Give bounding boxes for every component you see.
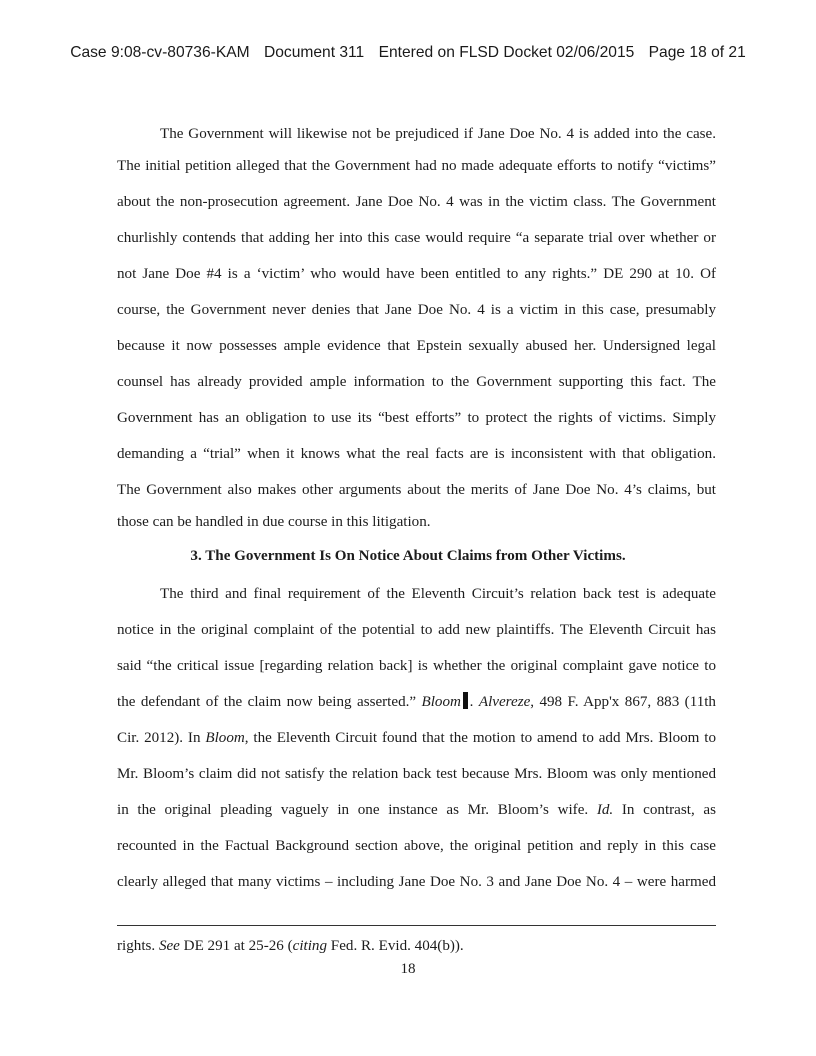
page-number: 18 (400, 961, 416, 977)
text-run: , the Eleventh Circuit found that the motion to amend to add Mrs. Bloom to (244, 730, 717, 746)
body-line: because it now possesses ample evidence that Epstein sexually abused her. Undersigned legal (117, 338, 716, 354)
body-line: those can be handled in due course in this litigation. (117, 514, 431, 530)
document-number: Document 311 (263, 44, 365, 61)
body-line: demanding a “trial” when it knows what the real facts are is inconsistent with that obligation. (117, 446, 716, 462)
docket-header (0, 44, 816, 62)
text-run: , 498 F. App'x 867, 883 (11th (530, 694, 716, 710)
text-run: rights. (117, 938, 159, 954)
case-citation: Bloom (205, 730, 245, 746)
page-count: Page 18 of 21 (648, 44, 746, 61)
text-run: DE 291 at 25-26 ( (179, 938, 293, 954)
body-line: course, the Government never denies that Jane Doe No. 4 is a victim in this case, presumably (117, 302, 716, 318)
body-line: not Jane Doe #4 is a ‘victim’ who would have been entitled to any rights.” DE 290 at 10. Of (117, 266, 716, 282)
body-line: recounted in the Factual Background section above, the original petition and reply in this case (117, 838, 716, 854)
body-line: notice in the original complaint of the potential to add new plaintiffs. The Eleventh Circuit has (117, 622, 716, 638)
footnote-divider (117, 925, 716, 926)
case-number: Case 9:08-cv-80736-KAM (70, 44, 250, 61)
text-run: In contrast, as (613, 802, 716, 818)
id-citation: Id. (596, 802, 614, 818)
body-line: churlishly contends that adding her into this case would require “a separate trial over whether or (117, 230, 716, 246)
body-line: The Government also makes other arguments about the merits of Jane Doe No. 4’s claims, but (117, 482, 716, 498)
case-citation: Bloom (421, 694, 461, 710)
text-run: in the original pleading vaguely in one instance as Mr. Bloom’s wife. (117, 802, 597, 818)
text-run: Fed. R. Evid. 404(b)). (327, 938, 464, 954)
body-line (117, 800, 716, 820)
body-line: clearly alleged that many victims – including Jane Doe No. 3 and Jane Doe No. 4 – were harmed (117, 874, 716, 890)
body-line: Government has an obligation to use its “best efforts” to protect the rights of victims. Simply (117, 410, 716, 426)
case-citation: . Alvereze (469, 694, 531, 710)
body-line: The initial petition alleged that the Government had no made adequate efforts to notify “victims” (117, 158, 716, 174)
body-line: said “the critical issue [regarding relation back] is whether the original complaint gave notice to (117, 658, 716, 674)
redaction-mark (463, 692, 468, 709)
body-line (117, 728, 716, 748)
body-line: about the non-prosecution agreement. Jane Doe No. 4 was in the victim class. The Government (117, 194, 716, 210)
footnote-text (117, 936, 716, 956)
section-heading: 3. The Government Is On Notice About Claims from Other Victims. (190, 548, 626, 564)
body-line: The Government will likewise not be prejudiced if Jane Doe No. 4 is added into the case. (160, 126, 716, 142)
body-line (117, 692, 716, 712)
signal-see: See (158, 938, 180, 954)
body-line: The third and final requirement of the Eleventh Circuit’s relation back test is adequate (160, 586, 716, 602)
signal-citing: citing (292, 938, 328, 954)
docket-entry: Entered on FLSD Docket 02/06/2015 (378, 44, 635, 61)
body-line: Mr. Bloom’s claim did not satisfy the relation back test because Mrs. Bloom was only mentioned (117, 766, 716, 782)
body-line: counsel has already provided ample information to the Government supporting this fact. The (117, 374, 716, 390)
text-run: Cir. 2012). In (117, 730, 206, 746)
text-run: the defendant of the claim now being asserted.” (117, 694, 422, 710)
